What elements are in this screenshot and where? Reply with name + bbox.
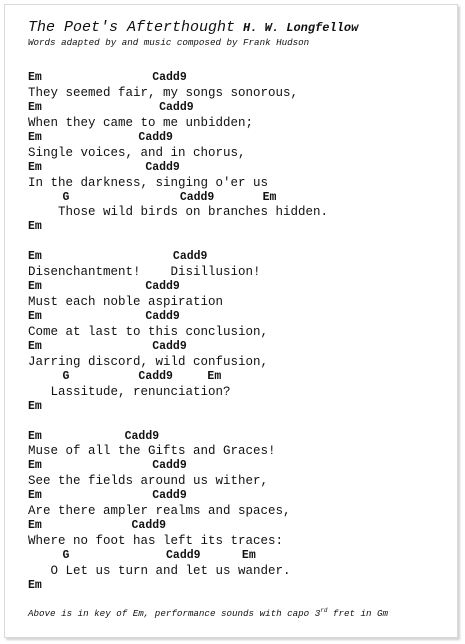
song-credits: Words adapted by and music composed by Frank Hudson	[28, 37, 310, 48]
chord-line: Em Cadd9	[28, 429, 160, 443]
ordinal-suffix: rd	[320, 606, 328, 614]
song-author: H. W. Longfellow	[243, 21, 359, 35]
lyric-line: Must each noble aspiration	[28, 295, 224, 310]
lyric-line: Disenchantment! Disillusion!	[28, 265, 261, 280]
lyric-line: Are there ampler realms and spaces,	[28, 504, 291, 519]
chord-line: Em Cadd9	[28, 489, 187, 503]
chord-line: Em Cadd9	[28, 71, 187, 84]
performance-note-end: fret in Gm	[327, 608, 389, 619]
lyric-line: Jarring discord, wild confusion,	[28, 354, 269, 369]
song-title: The Poet's Afterthought	[28, 19, 236, 36]
title-line	[28, 19, 453, 37]
chord-line: Em Cadd9	[28, 160, 180, 174]
chord-line: Em Cadd9	[28, 519, 167, 533]
chord-line: Em	[28, 220, 42, 234]
chord-line: Em	[28, 399, 42, 413]
chord-line: Em Cadd9	[28, 310, 180, 323]
song-header	[28, 19, 453, 49]
chord-line: Em Cadd9	[28, 130, 173, 144]
performance-note	[28, 608, 453, 619]
lyric-line: Those wild birds on branches hidden.	[28, 205, 329, 220]
lyric-line: Where no foot has left its traces:	[28, 534, 284, 549]
chord-line: Em Cadd9	[28, 339, 187, 353]
lyrics-block	[28, 71, 453, 594]
chord-line: Em Cadd9	[28, 250, 208, 264]
lyric-line: They seemed fair, my songs sonorous,	[28, 85, 299, 100]
lyric-line: O Let us turn and let us wander.	[28, 563, 291, 578]
stanza-break	[28, 235, 453, 250]
lyric-line: In the darkness, singing o'er us	[28, 175, 269, 190]
lyric-line: Muse of all the Gifts and Graces!	[28, 444, 276, 459]
performance-note-text: Above is in key of Em, performance sounds with capo 3	[28, 608, 321, 619]
chord-line: Em	[28, 578, 42, 592]
chord-line: Em Cadd9	[28, 280, 180, 294]
lyric-line: Single voices, and in chorus,	[28, 145, 246, 160]
chord-line: G Cadd9 Em	[28, 190, 277, 204]
chord-line: Em Cadd9	[28, 100, 194, 114]
chord-line: Em Cadd9	[28, 459, 187, 473]
stanza-break	[28, 415, 453, 430]
lyric-line: Come at last to this conclusion,	[28, 324, 269, 339]
song-sheet	[4, 4, 458, 638]
lyric-line: See the fields around us wither,	[28, 474, 269, 489]
lyric-line: When they came to me unbidden;	[28, 115, 254, 130]
chord-line: G Cadd9 Em	[28, 549, 256, 562]
lyric-line: Lassitude, renunciation?	[28, 384, 231, 399]
chord-line: G Cadd9 Em	[28, 369, 222, 383]
